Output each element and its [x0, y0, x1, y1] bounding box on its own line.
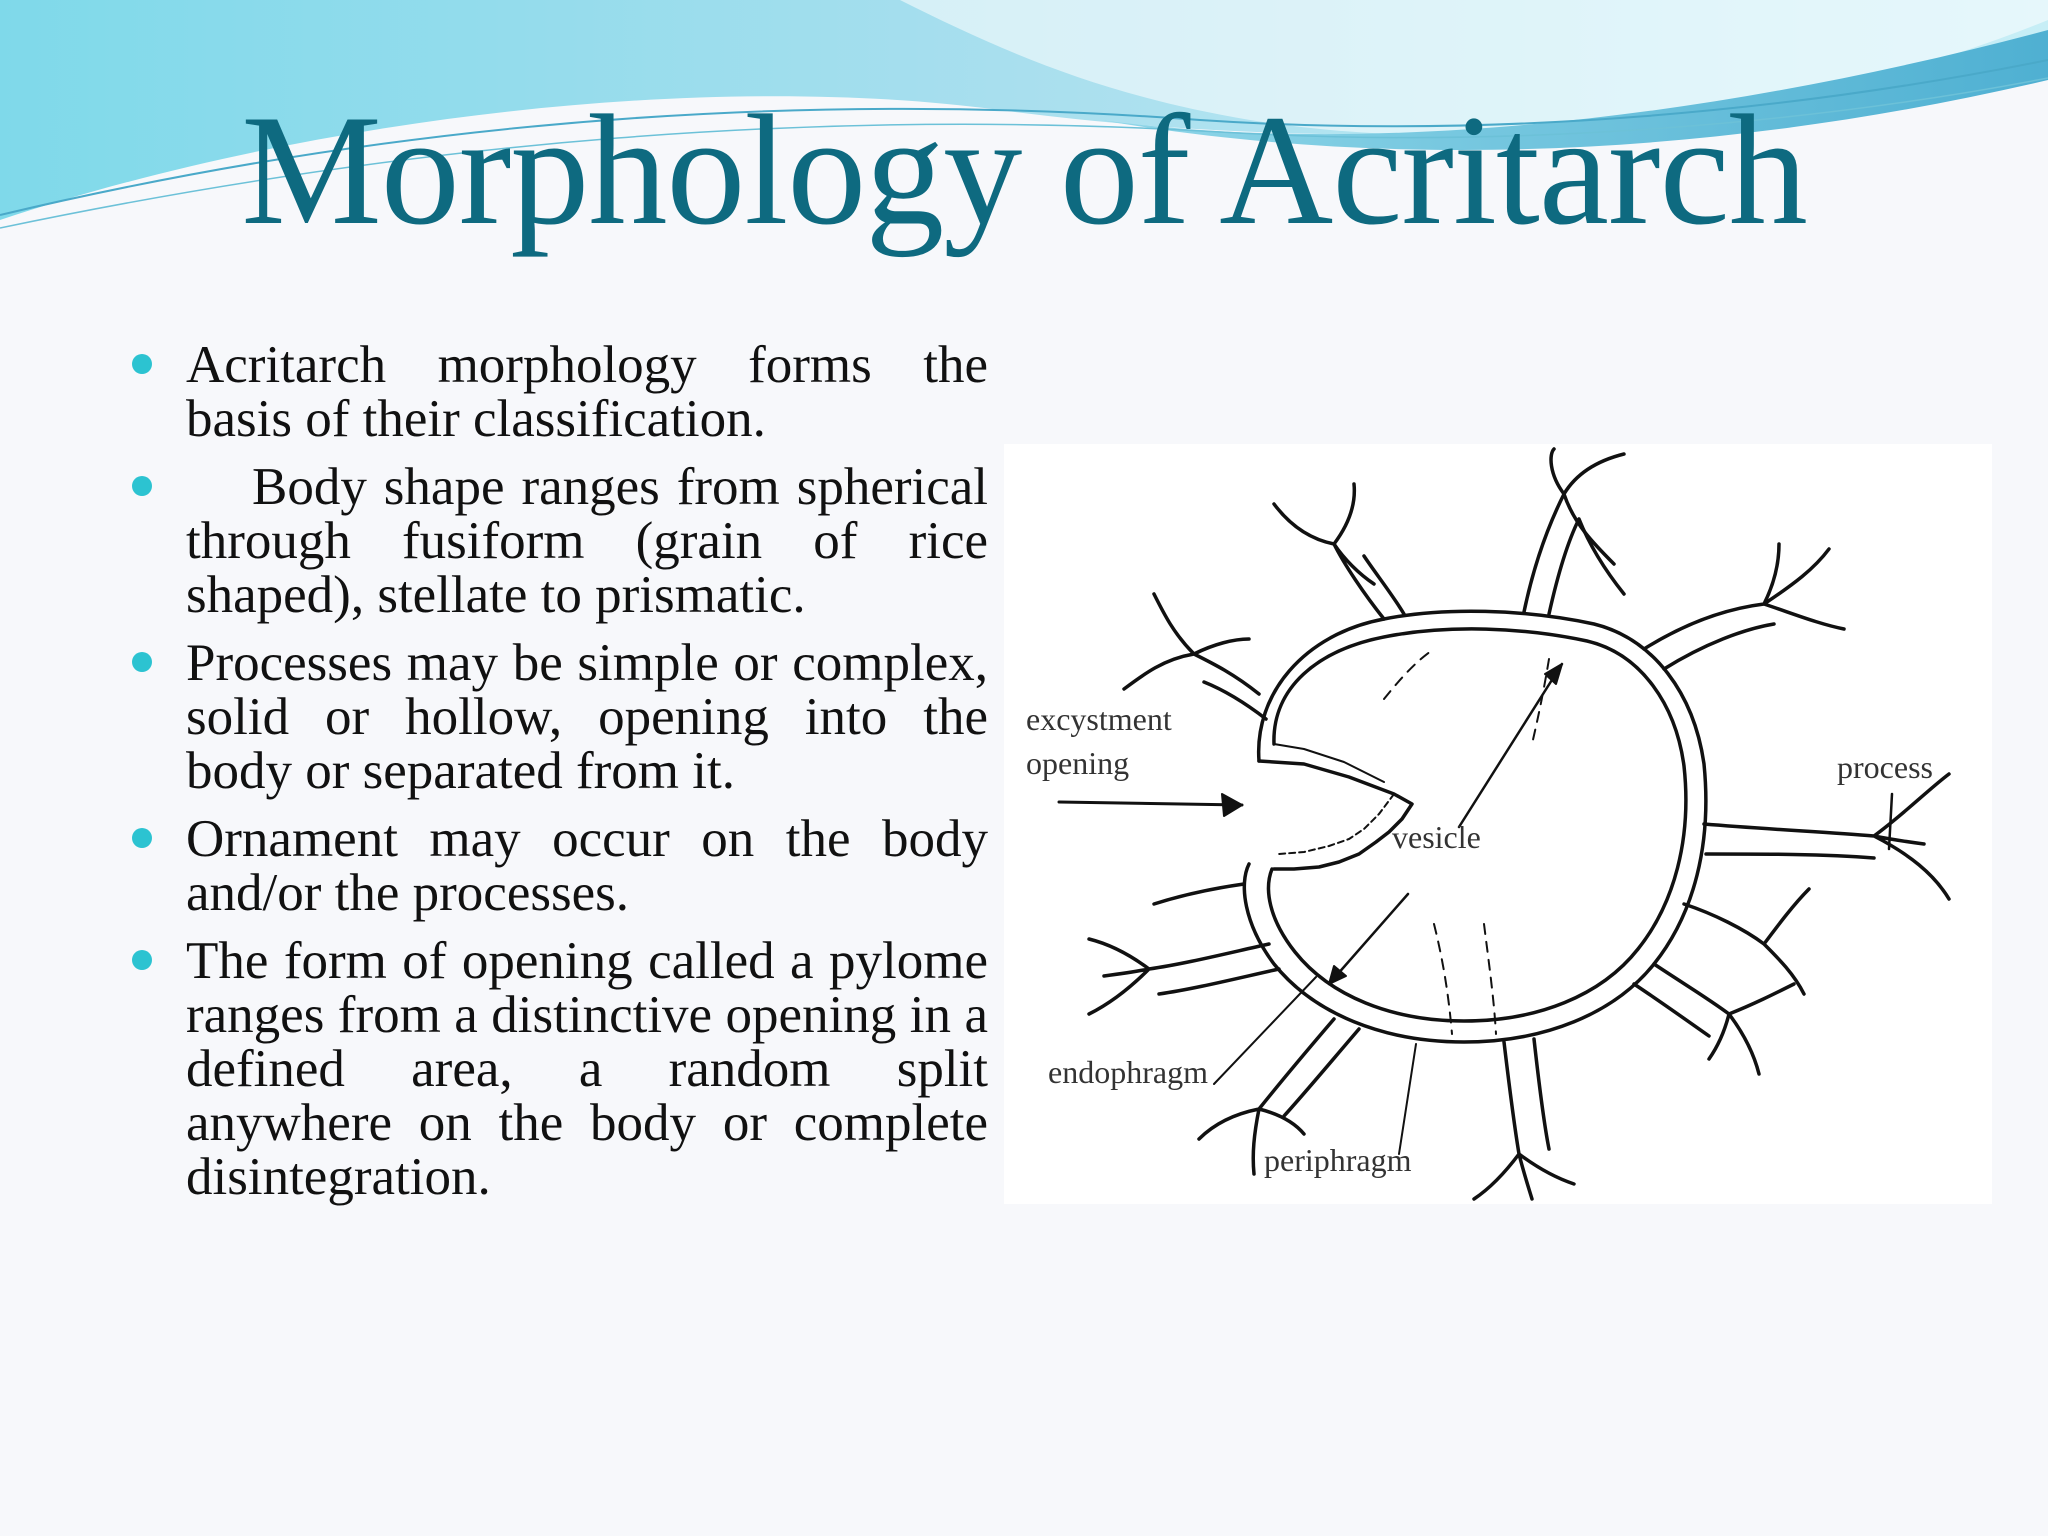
bullet-item: Ornament may occur on the body and/or the processes.	[132, 812, 988, 920]
bullet-list	[132, 338, 988, 1218]
label-periphragm: periphragm	[1264, 1142, 1412, 1178]
acritarch-diagram	[1004, 444, 1992, 1204]
label-excystment-line2: opening	[1026, 745, 1130, 781]
leader-periphragm	[1399, 1044, 1416, 1154]
bullet-dot-icon	[132, 476, 152, 496]
leader-endophragm	[1214, 977, 1316, 1084]
bullet-dot-icon	[132, 354, 152, 374]
process-left-mid	[1154, 884, 1244, 904]
bullet-item: Processes may be simple or complex, solid or hollow, opening into the body or separated from it.	[132, 636, 988, 798]
label-excystment-line1: excystment	[1026, 701, 1172, 737]
process-right-lower-2	[1684, 889, 1809, 994]
process-upper-right	[1644, 544, 1844, 649]
bullet-item: Body shape ranges from spherical through fusiform (grain of rice shaped), stellate to prismatic.	[132, 460, 988, 622]
process-right	[1704, 774, 1949, 899]
bullet-dot-icon	[132, 652, 152, 672]
acritarch-diagram-panel	[1004, 444, 1992, 1204]
label-vesicle: vesicle	[1392, 819, 1481, 855]
process-lower-right	[1654, 964, 1794, 1074]
arrow-vesicle-up	[1459, 664, 1562, 827]
slide-title: Morphology of Acritarch	[241, 83, 1807, 258]
bullet-item: The form of opening called a pylome ranges from a distinctive opening in a defined area, a random split anywhere on the body or complete disintegration.	[132, 934, 988, 1204]
label-endophragm: endophragm	[1048, 1054, 1208, 1090]
arrow-excystment	[1059, 802, 1242, 805]
process-left-upper	[1124, 594, 1259, 694]
process-bottom	[1474, 1042, 1574, 1199]
process-top-left	[1274, 484, 1384, 619]
bullet-item: Acritarch morphology forms the basis of their classification.	[132, 338, 988, 446]
bullet-dot-icon	[132, 950, 152, 970]
bullet-dot-icon	[132, 828, 152, 848]
label-process: process	[1837, 749, 1933, 785]
suture-dashed	[1384, 649, 1434, 699]
